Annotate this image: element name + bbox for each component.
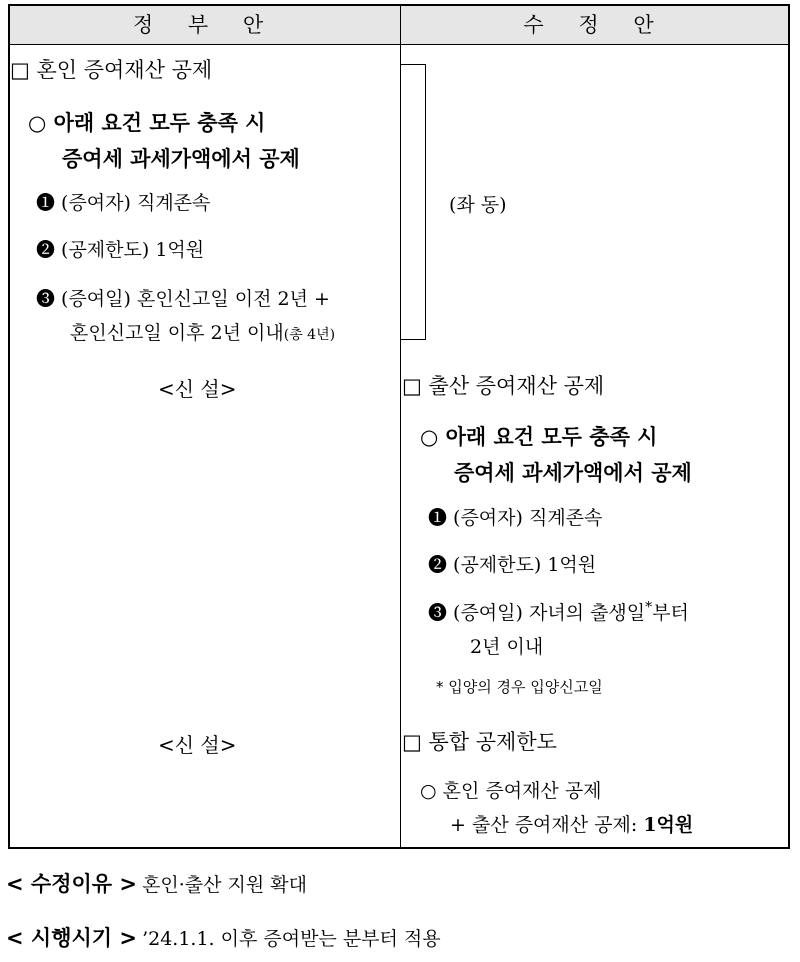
- right-section3-title: □ 통합 공제한도: [402, 730, 557, 754]
- right-limit-text: + 출산 증여재산 공제:: [450, 814, 638, 836]
- revision-reason: [6, 868, 307, 898]
- left-section-title: □ 혼인 증여재산 공제: [10, 58, 213, 82]
- left-item-donor: ❶ (증여자) 직계존속: [36, 192, 211, 214]
- left-item-date-line1: ❸ (증여일) 혼인신고일 이전 2년 +: [36, 288, 330, 310]
- header-government-proposal: 정 부 안: [132, 13, 278, 37]
- revision-reason-text: 혼인·출산 지원 확대: [142, 874, 308, 896]
- right-item-limit: ❷ (공제한도) 1억원: [428, 554, 597, 576]
- right-limit-line2: [450, 810, 693, 837]
- right-bullet-line2: 증여세 과세가액에서 공제: [454, 461, 692, 485]
- right-item-donor: ❶ (증여자) 직계존속: [428, 507, 603, 529]
- same-as-left-bracket: [400, 64, 426, 340]
- effective-date-text: ’24.1.1. 이후 증여받는 분부터 적용: [142, 928, 441, 950]
- revision-reason-label: < 수정이유 >: [6, 872, 137, 896]
- right-item-date-suffix: 부터: [652, 602, 689, 624]
- left-item-date-note: (총 4년): [283, 327, 336, 343]
- left-item-date-text: 혼인신고일 이후 2년 이내: [70, 322, 284, 344]
- table-header: [10, 6, 788, 45]
- right-item-date-text: ❸ (증여일) 자녀의 출생일: [428, 602, 646, 624]
- left-bullet-line1: ○ 아래 요건 모두 충족 시: [28, 111, 266, 135]
- right-item-date-star: *: [645, 599, 653, 616]
- left-item-limit: ❷ (공제한도) 1억원: [36, 239, 205, 261]
- left-new-label-2: <신 설>: [158, 733, 237, 757]
- header-revised-proposal: 수 정 안: [523, 13, 668, 37]
- right-bullet-line1: ○ 아래 요건 모두 충족 시: [420, 425, 658, 449]
- left-item-date-line2: [70, 318, 335, 345]
- effective-date-label: < 시행시기 >: [6, 926, 137, 950]
- right-footnote: * 입양의 경우 입양신고일: [436, 678, 603, 696]
- left-bullet-line2: 증여세 과세가액에서 공제: [62, 147, 300, 171]
- left-new-label-1: <신 설>: [158, 377, 237, 401]
- effective-date: [6, 922, 441, 952]
- right-item-date-line1: [428, 598, 689, 625]
- right-limit-line1: ○ 혼인 증여재산 공제: [420, 780, 602, 802]
- right-same-as-left: (좌 동): [449, 194, 507, 216]
- right-limit-amount: 1억원: [643, 814, 694, 836]
- right-item-date-line2: 2년 이내: [470, 636, 544, 658]
- right-section2-title: □ 출산 증여재산 공제: [402, 374, 605, 398]
